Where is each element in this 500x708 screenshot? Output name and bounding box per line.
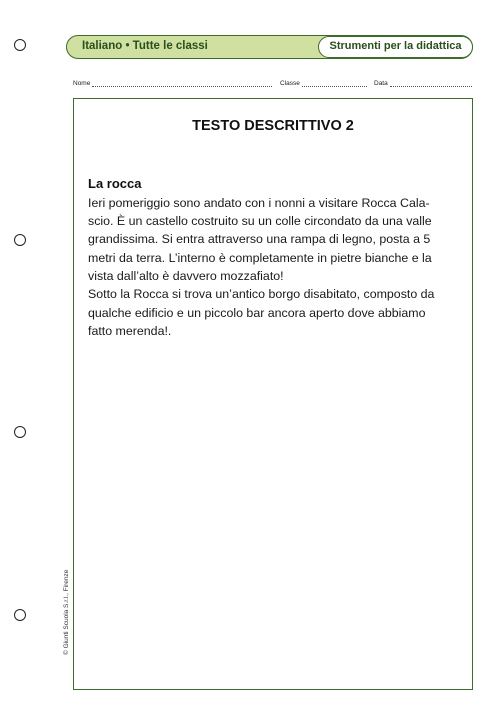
header-subject: Italiano • Tutte le classi (82, 40, 208, 52)
binder-hole (14, 39, 26, 51)
copyright-notice: © Giunti Scuola S.r.l., Firenze (63, 569, 70, 655)
binder-hole (14, 426, 26, 438)
name-label: Nome (73, 80, 91, 87)
name-line (92, 80, 272, 87)
story-line: vista dall’alto è davvero mozzafiato! (88, 268, 284, 283)
story-title: La rocca (88, 176, 142, 191)
class-line (302, 80, 367, 87)
story-line: metri da terra. L’interno è completamente in pietre bianche e la (88, 250, 432, 265)
binder-hole (14, 234, 26, 246)
class-label: Classe (280, 80, 300, 87)
binder-hole (14, 609, 26, 621)
date-field[interactable] (374, 80, 472, 87)
header-section-badge: Strumenti per la didattica (318, 36, 473, 58)
story-line: grandissima. Si entra attraverso una rampa di legno, posta a 5 (88, 232, 431, 247)
story-text (88, 194, 468, 341)
name-field[interactable] (73, 80, 272, 87)
worksheet-title: TESTO DESCRITTIVO 2 (192, 118, 354, 134)
story-line: fatto merenda!. (88, 323, 172, 338)
date-line (390, 80, 472, 87)
student-fields (73, 80, 473, 92)
story-line: qualche edificio e un piccolo bar ancora aperto dove abbiamo (88, 305, 426, 320)
date-label: Data (374, 80, 388, 87)
story-line: Sotto la Rocca si trova un’antico borgo disabitato, composto da (88, 287, 435, 302)
story-line: scio. È un castello costruito su un colle circondato da una valle (88, 213, 432, 228)
story-line: Ieri pomeriggio sono andato con i nonni a visitare Rocca Cala- (88, 195, 430, 210)
class-field[interactable] (280, 80, 367, 87)
